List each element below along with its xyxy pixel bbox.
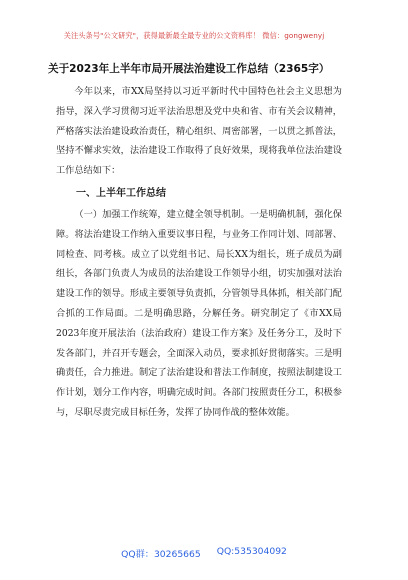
document-title: 关于2023年上半年市局开展法治建设工作总结（2365字） [48, 63, 330, 75]
intro-paragraph: 今年以来，市XX局坚持以习近平新时代中国特色社会主义思想为指导，深入学习贯彻习近平法治思想及党中央和省、市有关会议精神，严格落实法治建设政治责任，精心组织、周密部署，一以贯之抓普法，坚持不懈求实效，法治建设工作取得了良好效果，现将我单位法治建设工作总结如下： [56, 86, 342, 177]
promo-banner-text: 关注头条号"公文研究"，获得最新最全最专业的公文资料库！ 微信：gongwenyj [63, 31, 325, 40]
document-body [56, 82, 342, 423]
section-heading: 一、上半年工作总结 [76, 187, 166, 199]
qq-link[interactable]: QQ:535304092 [216, 546, 287, 557]
footer-contacts [0, 546, 408, 564]
body-paragraph: （一）加强工作统筹，建立健全领导机制。一是明确机制，强化保障。将法治建设工作纳入重要议事日程，与业务工作同计划、同部署、同检查、同考核。成立了以党组书记、局长XX为组长，班子成员为副组长，各部门负责人为成员的法治建设工作领导小组，切实加强对法治建设工作的领导。形成主要领导负责抓，分管领导具体抓，相关部门配合抓的工作局面。二是明确思路，分解任务。研究制定了《市XX局2023年度开展法治（法治政府）建设工作方案》及任务分工，及时下发各部门，并召开专题会，全面深入动员，要求抓好贯彻落实。三是明确责任，合力推进。制定了法治建设和普法工作制度，按照法制建设工作计划，划分工作内容，明确完成时间。各部门按照责任分工，积极参与，尽职尽责完成目标任务，发挥了协同作战的整体效能。 [56, 208, 342, 418]
qq-group-link[interactable]: QQ群：30265665 [121, 549, 201, 560]
promo-banner [44, 14, 344, 58]
